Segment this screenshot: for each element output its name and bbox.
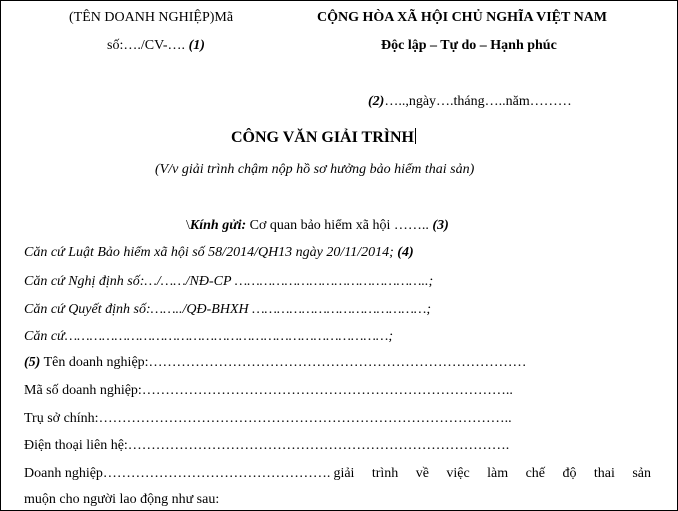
head-office-field-line: Trụ sở chính:…………………………………………………………………………….. — [24, 411, 512, 426]
recipient-line — [186, 217, 449, 234]
document-number: số:…./CV-…. — [107, 38, 189, 53]
note-mark-3: (3) — [432, 218, 449, 233]
company-name-field: Tên doanh nghiệp:……………………………………………………………………… — [40, 355, 527, 370]
document-number-line — [107, 37, 205, 54]
note-mark-4: (4) — [397, 245, 414, 260]
explanation-company-blank: Doanh nghiệp…………………………………………. — [24, 466, 331, 481]
note-mark-1: (1) — [188, 38, 205, 53]
explanation-line-1 — [24, 465, 651, 482]
document-title-text: CÔNG VĂN GIẢI TRÌNH — [231, 129, 414, 146]
date-line — [368, 93, 572, 110]
republic-heading: CỘNG HÒA XÃ HỘI CHỦ NGHĨA VIỆT NAM — [317, 10, 608, 25]
explanation-line-2: muộn cho người lao động như sau: — [24, 492, 220, 507]
date-text: …..,ngày….tháng…..năm……… — [384, 94, 572, 109]
note-mark-5: (5) — [24, 355, 41, 370]
explanation-text: giải trình về việc làm chế độ thai sản — [333, 466, 651, 481]
legal-basis-line — [24, 244, 414, 261]
text-cursor — [415, 128, 416, 144]
recipient-label: Kính gửi: — [189, 218, 247, 233]
company-name: (TÊN DOANH NGHIỆP)Mã — [69, 10, 234, 25]
phone-field-line: Điện thoại liên hệ:………………………………………………………………………. — [24, 438, 510, 453]
company-name-field-line — [24, 354, 527, 371]
note-mark-2: (2) — [368, 94, 385, 109]
company-name-line — [69, 9, 233, 26]
document-title — [231, 128, 416, 146]
legal-basis-text: Căn cứ Luật Bảo hiểm xã hội số 58/2014/QH13 ngày 20/11/2014; — [24, 245, 398, 260]
recipient-text: Cơ quan bảo hiểm xã hội …….. — [246, 218, 433, 233]
legal-basis-line: Căn cứ Nghị định số:…/……/NĐ-CP ………………………………………..; — [24, 274, 434, 289]
legal-basis-line: Căn cứ……………………………………………………………………; — [24, 329, 394, 344]
national-motto: Độc lập – Tự do – Hạnh phúc — [381, 38, 557, 53]
document-subtitle: (V/v giải trình chậm nộp hồ sơ hưởng bảo hiểm thai sản) — [155, 162, 475, 177]
legal-basis-line: Căn cứ Quyết định số:……../QĐ-BHXH ……………………………………; — [24, 302, 432, 317]
recipient-prefix: \ — [186, 218, 190, 233]
tax-code-field-line: Mã số doanh nghiệp:…………………………………………………………………….. — [24, 383, 513, 398]
